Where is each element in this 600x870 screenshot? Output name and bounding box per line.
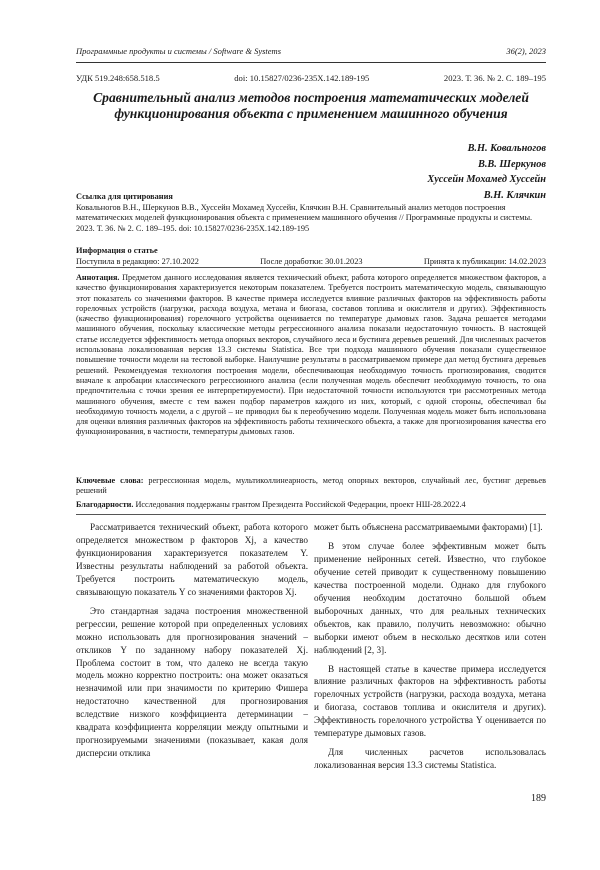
paragraph: В настоящей статье в качестве примера исследуется влияние различных факторов на эффективность работы горелочных устройств (нагрузки, расхода воздуха, метана и биогаза, составов топлива и окислителя и других). Эффективность горелочного устройства Y оценивается по температуре дымовых газов. bbox=[314, 663, 546, 739]
body-column-right bbox=[314, 521, 546, 778]
journal-issue: 36(2), 2023 bbox=[506, 46, 546, 56]
udk-code: УДК 519.248:658.518.5 bbox=[76, 73, 160, 83]
abstract-divider-top bbox=[76, 267, 546, 268]
body-column-left bbox=[76, 521, 308, 766]
article-meta-line bbox=[76, 73, 546, 83]
abstract-text: Предметом данного исследования является технический объект, работа которого определяется множеством факторов, а качество функционирования характеризуется некоторым показателем. Требуется построить математическую модель, связывающую этот показатель со значениями факторов. В качестве примера исследуется влияние различных факторов на эффективность работы горелочных устройств (нагрузки, расхода воздуха, метана и биогаза, составов топлива и окислителя и других). Эффективность (качество функционирования) горелочного устройства оценивается по температуре дымовых газов. Задача решается методами машинного обучения, поскольку классические методы регрессионного анализа показали недостаточную точность. В настоящей статье исследуется эффективность метода опорных векторов, случайного леса и бустинга деревьев решений. Для численных расчетов использована локализованная версия 13.3 системы Statistica. Все три подхода машинного обучения показали существенное повышение точности модели на тестовой выборке. Наилучшие результаты в рассматриваемом примере дал метод бустинга деревьев решений. Рекомендуемая технология построения модели, обеспечивающая необходимую точность прогнозирования, сводится вначале к апробации классического регрессионного анализа (если полученная модель обеспечит необходимую точность, то она предпочтительна с точки зрения ее интерпретируемости). При недостаточной точности используются три рассмотренных метода машинного обучения, вместе с тем важен подбор параметров каждого из них, который, с одной стороны, обеспечивал бы необходимую точность модели, а с другой – не приводил бы к переобучению модели. Полученная модель может быть использована для оценки влияния различных факторов на эффективность работы технического объекта, а также для прогнозирования качества его функционирования, в частности, температуры дымовых газов. bbox=[76, 273, 546, 437]
doi: doi: 10.15827/0236-235X.142.189-195 bbox=[234, 73, 370, 83]
abstract-label: Аннотация. bbox=[76, 273, 120, 282]
revised-date: После доработки: 30.01.2023 bbox=[260, 256, 363, 266]
citation-text: Ковальногов В.Н., Шеркунов В.В., Хуссейн Мохамед Хуссейн, Клячкин В.Н. Сравнительный анализ методов построения математических моделей функционирования объекта с применением машинного обучения // Программные продукты и системы. 2023. Т. 36. № 2. С. 189–195. doi: 10.15827/0236-235X.142.189-195 bbox=[76, 202, 533, 233]
citation-label: Ссылка для цитирования bbox=[76, 192, 173, 201]
paragraph: Это стандартная задача построения множественной регрессии, решение которой при определенных условиях можно использовать для прогнозирования значений – откликов Y по заданному набору показателей Xj. Проблема состоит в том, что далеко не всегда такую модель можно корректно построить: она может оказаться незначимой или при значимости по критерию Фишера недостаточно качественной для прогнозирования вследствие низкого коэффициента детерминации – квадрата коэффициента корреляции между опытными и прогнозируемыми значениями (показывает, какая доля дисперсии отклика bbox=[76, 605, 308, 759]
acknowledgements-label: Благодарности. bbox=[76, 500, 134, 509]
accepted-date: Принята к публикации: 14.02.2023 bbox=[423, 256, 546, 266]
paragraph: В этом случае более эффективным может быть применение нейронных сетей. Известно, что глубокое обучение сетей приводит к существенному повышению качества построенной модели. Однако для глубокого обучения необходим достаточно большой объем выборочных данных, что для реальных технических объектов, как правило, получить невозможно: обычно выборки имеют объем в несколько десятков или сотен наблюдений [2, 3]. bbox=[314, 540, 546, 655]
article-title: Сравнительный анализ методов построения математических моделей функционирования объекта с применением машинного обучения bbox=[93, 90, 529, 121]
paragraph: Рассматривается технический объект, работа которого определяется множеством p факторов Xj, а качество функционирования характеризуется показателем Y. Известны результаты наблюдений за работой объекта. Требуется построить математическую модель, связывающую показатель Y со значениями факторов Xj. bbox=[76, 522, 308, 597]
acknowledgements-text: Исследования поддержаны грантом Президента Российской Федерации, проект НШ-28.2022.4 bbox=[135, 500, 466, 509]
paragraph: может быть объяснена рассматриваемыми факторами) [1]. bbox=[314, 522, 543, 532]
article-dates bbox=[76, 257, 546, 268]
abstract bbox=[76, 273, 546, 438]
acknowledgements bbox=[76, 500, 546, 510]
issue-pages: 2023. Т. 36. № 2. С. 189–195 bbox=[443, 73, 546, 83]
citation-block bbox=[76, 192, 546, 234]
abstract-divider-bottom bbox=[76, 514, 546, 515]
keywords-label: Ключевые слова: bbox=[76, 476, 144, 485]
running-head bbox=[76, 46, 546, 56]
header-divider bbox=[76, 62, 546, 63]
author: В.Н. Клячкин bbox=[483, 189, 546, 201]
keywords bbox=[76, 476, 546, 497]
author: Хуссейн Мохамед Хуссейн bbox=[427, 174, 546, 185]
journal-name: Программные продукты и системы / Software & Systems bbox=[76, 46, 282, 56]
keywords-text: регрессионная модель, мультиколлинеарность, метод опорных векторов, случайный лес, бустинг деревьев решений bbox=[76, 476, 546, 496]
paragraph: Для численных расчетов использовалась локализованная версия 13.3 системы Statistica. bbox=[314, 747, 546, 771]
article-info-label: Информация о статье bbox=[76, 246, 158, 255]
author: В.Н. Ковальногов bbox=[467, 143, 546, 154]
received-date: Поступила в редакцию: 27.10.2022 bbox=[76, 256, 199, 266]
page-number: 189 bbox=[531, 793, 546, 804]
article-info-block bbox=[76, 246, 546, 267]
author: В.В. Шеркунов bbox=[477, 158, 546, 170]
